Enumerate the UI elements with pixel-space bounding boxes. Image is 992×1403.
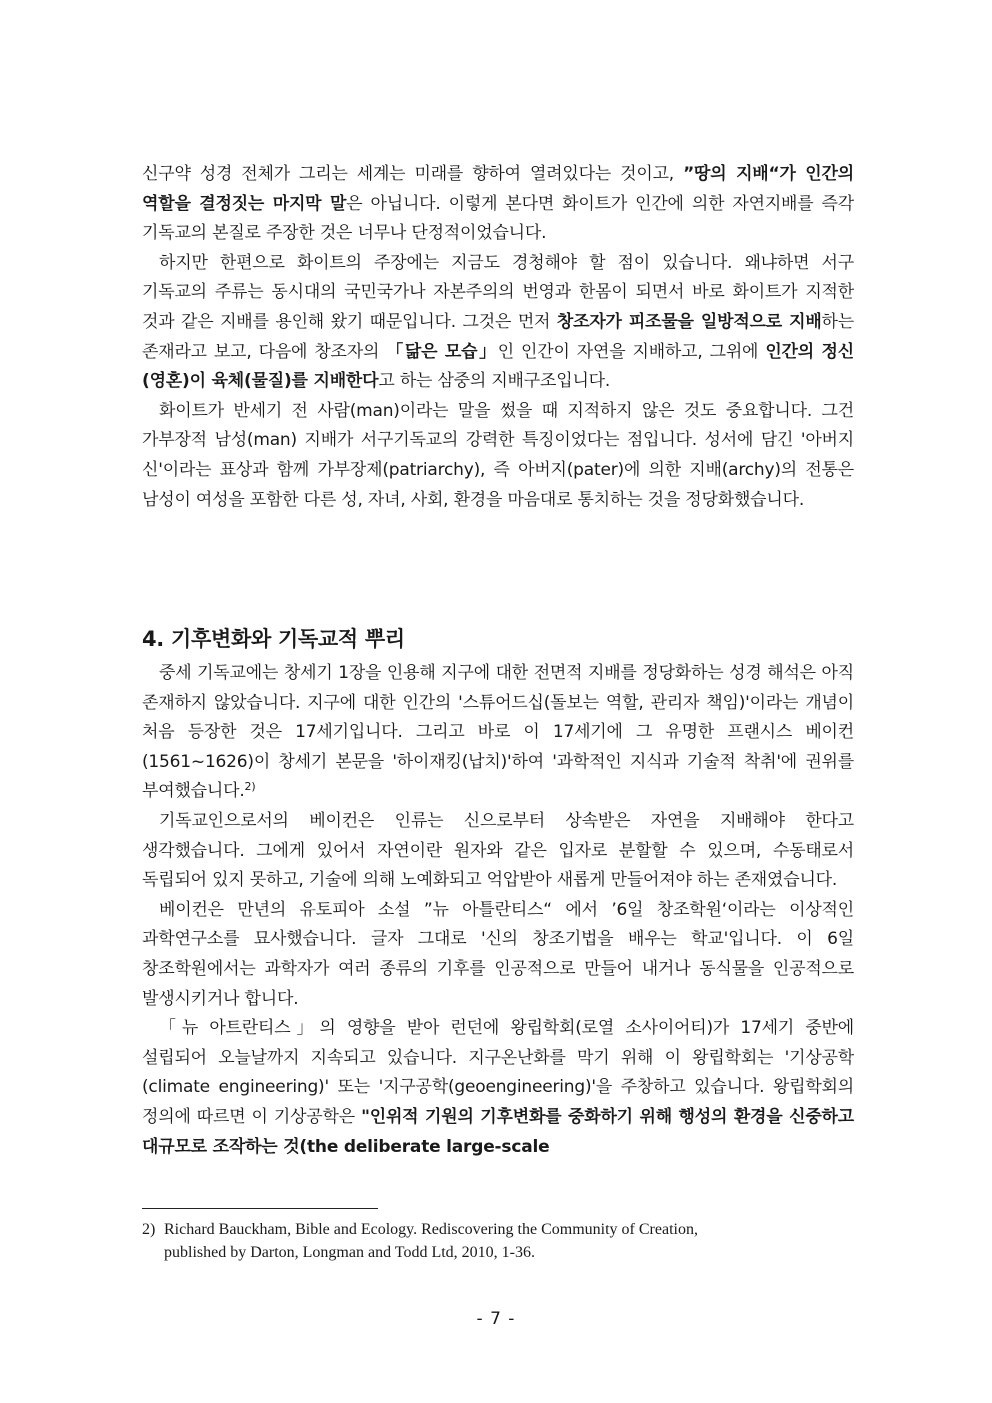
footnote-line [142,1218,854,1241]
footnote-text: Richard Bauckham, Bible and Ecology. Rediscovering the Community of Creation, [164,1221,698,1238]
paragraph-text: 신구약 성경 전체가 그리는 세계는 미래를 향하여 열려있다는 것이고, [142,164,684,184]
paragraph-text: 은 아닙니다. 이렇게 본다면 화이트가 인간에 의한 자연지배를 즉각 기독교의 본질로 주장한 것은 너무나 단정적이었습니다. [142,193,855,244]
text-block-section-4 [142,659,854,1162]
emphasis-text: ”땅의 지배“가 인간의 역할을 결정짓는 마지막 말 [142,164,854,214]
paragraph-text: 고 하는 삼중의 지배구조입니다. [378,371,611,392]
paragraph [142,160,854,249]
footnote [142,1218,854,1264]
footnote-line: published by Darton, Longman and Todd Ltd, 2010, 1-36. [164,1244,535,1261]
paragraph [142,659,854,807]
paragraph: 기독교인으로서의 베이컨은 인류는 신으로부터 상속받은 자연을 지배해야 한다고 생각했습니다. 그에게 있어서 자연이란 원자와 같은 입자로 분할할 수 있으며, 수동태로서 독립되어 있지 못하고, 기술에 의해 노예화되고 억압받아 새롭게 만들어져야 하는 존재였습니다. [142,810,854,891]
paragraph [142,249,854,397]
footnote-reference[interactable]: 2) [244,780,256,794]
section-heading: 4. 기후변화와 기독교적 뿌리 [142,627,405,651]
emphasis-text: "인위적 기원의 기후변화를 중화하기 위해 행성의 환경을 신중하고 대규모로 조작하는 것(the deliberate large-scale [142,1106,854,1157]
paragraph-text: 중세 기독교에는 창세기 1장을 인용해 지구에 대한 전면적 지배를 정당화하는 성경 해석은 아직 존재하지 않았습니다. 지구에 대한 인간의 '스튜어드십(돌보는 역할, 관리자 책임)'이라는 개념이 처음 등장한 것은 17세기입니다. 그리고 바로 이 17세기에 그 유명한 프랜시스 베이컨(1561~1626)이 창세기 본문을 '하이재킹(납치)'하여 '과학적인 지식과 기술적 착취'에 권위를 부여했습니다. [142,663,854,802]
text-block-before-section [142,160,854,515]
paragraph: 화이트가 반세기 전 사람(man)이라는 말을 썼을 때 지적하지 않은 것도 중요합니다. 그건 가부장적 남성(man) 지배가 서구기독교의 강력한 특징이었다는 점입니다. 성서에 담긴 '아버지 신'이라는 표상과 함께 가부장제(patriarchy), 즉 아버지(pater)에 의한 지배(archy)의 전통은 남성이 여성을 포함한 다른 성, 자녀, 사회, 환경을 마음대로 통치하는 것을 정당화했습니다. [142,400,854,510]
paragraph-text: 하는 존재라고 보고, 다음에 창조자의 [142,311,854,362]
footnote-number: 2) [142,1221,156,1238]
paragraph: 베이컨은 만년의 유토피아 소설 ”뉴 아틀란티스“ 에서 ’6일 창조학원‘이라는 이상적인 과학연구소를 묘사했습니다. 글자 그대로 '신의 창조기법을 배우는 학교'입니다. 이 6일 창조학원에서는 과학자가 여러 종류의 기후를 인공적으로 만들어 내거나 동식물을 인공적으로 발생시키거나 합니다. [142,899,854,1009]
emphasis-text: 「닮은 모습」 [386,341,498,362]
emphasis-text: 창조자가 피조물을 일방적으로 지배 [556,311,822,332]
paragraph-text: 「뉴 아트란티스」의 영향을 받아 런던에 왕립학회(로열 소사이어티)가 17세기 중반에 설립되어 오늘날까지 지속되고 있습니다. 지구온난화를 막기 위해 이 왕립학회는 '기상공학(climate engineering)' 또는 '지구공학(geoengineering)'을 주창하고 있습니다. 왕립학회의 정의에 따르면 이 기상공학은 [142,1018,854,1127]
page-number: - 7 - [476,1309,516,1329]
paragraph-text: 하지만 한편으로 화이트의 주장에는 지금도 경청해야 할 점이 있습니다. 왜냐하면 서구 기독교의 주류는 동시대의 국민국가나 자본주의의 번영과 한몸이 되면서 바로 화이트가 지적한 것과 같은 지배를 용인해 왔기 때문입니다. 그것은 먼저 [142,252,854,332]
footnote-divider [142,1208,378,1209]
paragraph [142,1014,854,1162]
emphasis-text: 인간의 정신(영혼)이 육체(물질)를 지배한다 [142,341,854,392]
paragraph-text: 인 인간이 자연을 지배하고, 그위에 [497,341,766,362]
